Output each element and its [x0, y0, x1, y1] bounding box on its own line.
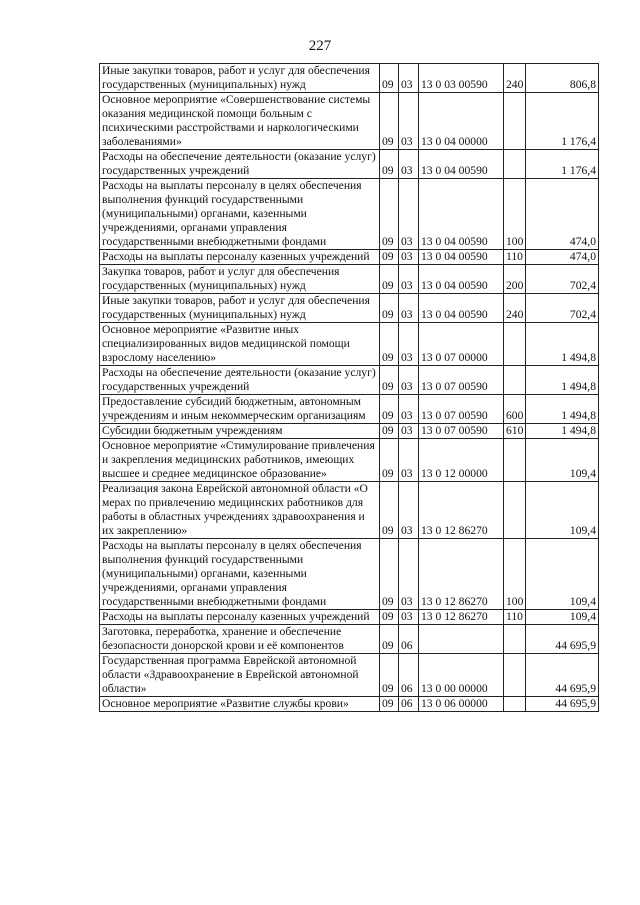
row-section: 09 [380, 179, 399, 250]
row-section: 09 [380, 93, 399, 150]
row-expense-type: 600 [504, 395, 526, 424]
table-row [100, 323, 599, 366]
row-target-code: 13 0 04 00590 [419, 250, 504, 265]
row-section: 09 [380, 395, 399, 424]
row-expense-type [504, 93, 526, 150]
table-row [100, 250, 599, 265]
row-expense-type [504, 625, 526, 654]
table-row [100, 294, 599, 323]
table-row [100, 697, 599, 712]
row-subsection: 03 [399, 366, 419, 395]
table-row [100, 366, 599, 395]
table-row [100, 424, 599, 439]
row-amount: 44 695,9 [526, 654, 599, 697]
row-target-code: 13 0 03 00590 [419, 64, 504, 93]
row-expense-type [504, 150, 526, 179]
row-target-code [419, 625, 504, 654]
row-expense-type [504, 439, 526, 482]
row-expense-type: 610 [504, 424, 526, 439]
row-expense-type [504, 654, 526, 697]
row-amount: 109,4 [526, 482, 599, 539]
table-row [100, 265, 599, 294]
row-target-code: 13 0 12 86270 [419, 610, 504, 625]
row-expense-type [504, 366, 526, 395]
table-row [100, 439, 599, 482]
row-target-code: 13 0 07 00590 [419, 395, 504, 424]
row-name: Заготовка, переработка, хранение и обеспечение безопасности донорской крови и её компонентов [100, 625, 380, 654]
row-amount: 474,0 [526, 250, 599, 265]
row-expense-type: 200 [504, 265, 526, 294]
row-amount: 702,4 [526, 294, 599, 323]
budget-table-body [100, 64, 599, 712]
table-row [100, 539, 599, 610]
row-section: 09 [380, 366, 399, 395]
row-amount: 1 494,8 [526, 395, 599, 424]
row-subsection: 03 [399, 439, 419, 482]
row-subsection: 03 [399, 179, 419, 250]
row-name: Предоставление субсидий бюджетным, автономным учреждениям и иным некоммерческим организациям [100, 395, 380, 424]
row-target-code: 13 0 04 00590 [419, 150, 504, 179]
row-target-code: 13 0 12 00000 [419, 439, 504, 482]
row-name: Расходы на выплаты персоналу в целях обеспечения выполнения функций государственными (муниципальными) органами, казенными учреждениями, органами управления государственными внебюджетными фондами [100, 539, 380, 610]
row-name: Основное мероприятие «Развитие службы крови» [100, 697, 380, 712]
row-name: Субсидии бюджетным учреждениям [100, 424, 380, 439]
row-section: 09 [380, 150, 399, 179]
row-subsection: 06 [399, 625, 419, 654]
row-expense-type [504, 323, 526, 366]
row-section: 09 [380, 64, 399, 93]
row-section: 09 [380, 610, 399, 625]
row-subsection: 03 [399, 610, 419, 625]
table-row [100, 482, 599, 539]
row-subsection: 06 [399, 654, 419, 697]
table-row [100, 654, 599, 697]
row-section: 09 [380, 323, 399, 366]
row-target-code: 13 0 12 86270 [419, 482, 504, 539]
row-amount: 1 176,4 [526, 150, 599, 179]
table-row [100, 610, 599, 625]
row-name: Иные закупки товаров, работ и услуг для обеспечения государственных (муниципальных) нужд [100, 294, 380, 323]
row-target-code: 13 0 04 00590 [419, 265, 504, 294]
row-target-code: 13 0 07 00590 [419, 424, 504, 439]
row-section: 09 [380, 539, 399, 610]
row-target-code: 13 0 00 00000 [419, 654, 504, 697]
row-expense-type [504, 697, 526, 712]
row-amount: 474,0 [526, 179, 599, 250]
table-row [100, 93, 599, 150]
row-subsection: 03 [399, 250, 419, 265]
row-name: Основное мероприятие «Стимулирование привлечения и закрепления медицинских работников, имеющих высшее и среднее медицинское образование» [100, 439, 380, 482]
row-amount: 1 176,4 [526, 93, 599, 150]
row-expense-type [504, 482, 526, 539]
row-section: 09 [380, 654, 399, 697]
row-subsection: 06 [399, 697, 419, 712]
row-amount: 109,4 [526, 610, 599, 625]
row-expense-type: 240 [504, 294, 526, 323]
table-row [100, 64, 599, 93]
row-expense-type: 100 [504, 179, 526, 250]
row-subsection: 03 [399, 323, 419, 366]
row-amount: 1 494,8 [526, 366, 599, 395]
row-section: 09 [380, 439, 399, 482]
row-amount: 44 695,9 [526, 697, 599, 712]
row-target-code: 13 0 07 00590 [419, 366, 504, 395]
row-amount: 44 695,9 [526, 625, 599, 654]
table-row [100, 179, 599, 250]
row-target-code: 13 0 06 00000 [419, 697, 504, 712]
row-subsection: 03 [399, 539, 419, 610]
row-expense-type: 100 [504, 539, 526, 610]
budget-table [99, 63, 599, 712]
row-amount: 109,4 [526, 439, 599, 482]
row-amount: 109,4 [526, 539, 599, 610]
row-target-code: 13 0 04 00000 [419, 93, 504, 150]
row-name: Реализация закона Еврейской автономной области «О мерах по привлечению медицинских работников для работы в областных учреждениях здравоохранения и их закреплению» [100, 482, 380, 539]
row-expense-type: 110 [504, 610, 526, 625]
row-target-code: 13 0 04 00590 [419, 294, 504, 323]
page-number: 227 [308, 38, 332, 54]
row-section: 09 [380, 265, 399, 294]
row-amount: 1 494,8 [526, 323, 599, 366]
row-target-code: 13 0 04 00590 [419, 179, 504, 250]
table-row [100, 395, 599, 424]
row-section: 09 [380, 625, 399, 654]
row-name: Расходы на обеспечение деятельности (оказание услуг) государственных учреждений [100, 366, 380, 395]
row-subsection: 03 [399, 265, 419, 294]
row-name: Основное мероприятие «Совершенствование системы оказания медицинской помощи больным с психическими расстройствами и наркологическими заболеваниями» [100, 93, 380, 150]
row-name: Закупка товаров, работ и услуг для обеспечения государственных (муниципальных) нужд [100, 265, 380, 294]
row-target-code: 13 0 07 00000 [419, 323, 504, 366]
row-section: 09 [380, 482, 399, 539]
row-name: Расходы на выплаты персоналу казенных учреждений [100, 610, 380, 625]
row-name: Расходы на обеспечение деятельности (оказание услуг) государственных учреждений [100, 150, 380, 179]
row-amount: 806,8 [526, 64, 599, 93]
row-subsection: 03 [399, 482, 419, 539]
row-section: 09 [380, 424, 399, 439]
row-name: Государственная программа Еврейской автономной области «Здравоохранение в Еврейской автономной области» [100, 654, 380, 697]
row-section: 09 [380, 697, 399, 712]
row-subsection: 03 [399, 395, 419, 424]
table-row [100, 150, 599, 179]
row-name: Основное мероприятие «Развитие иных специализированных видов медицинской помощи взрослому населению» [100, 323, 380, 366]
row-subsection: 03 [399, 150, 419, 179]
table-row [100, 625, 599, 654]
row-name: Расходы на выплаты персоналу казенных учреждений [100, 250, 380, 265]
row-expense-type: 110 [504, 250, 526, 265]
row-expense-type: 240 [504, 64, 526, 93]
row-subsection: 03 [399, 424, 419, 439]
row-subsection: 03 [399, 64, 419, 93]
row-amount: 1 494,8 [526, 424, 599, 439]
row-subsection: 03 [399, 93, 419, 150]
row-name: Иные закупки товаров, работ и услуг для обеспечения государственных (муниципальных) нужд [100, 64, 380, 93]
row-subsection: 03 [399, 294, 419, 323]
row-target-code: 13 0 12 86270 [419, 539, 504, 610]
row-amount: 702,4 [526, 265, 599, 294]
row-section: 09 [380, 294, 399, 323]
row-name: Расходы на выплаты персоналу в целях обеспечения выполнения функций государственными (муниципальными) органами, казенными учреждениями, органами управления государственными внебюджетными фондами [100, 179, 380, 250]
row-section: 09 [380, 250, 399, 265]
